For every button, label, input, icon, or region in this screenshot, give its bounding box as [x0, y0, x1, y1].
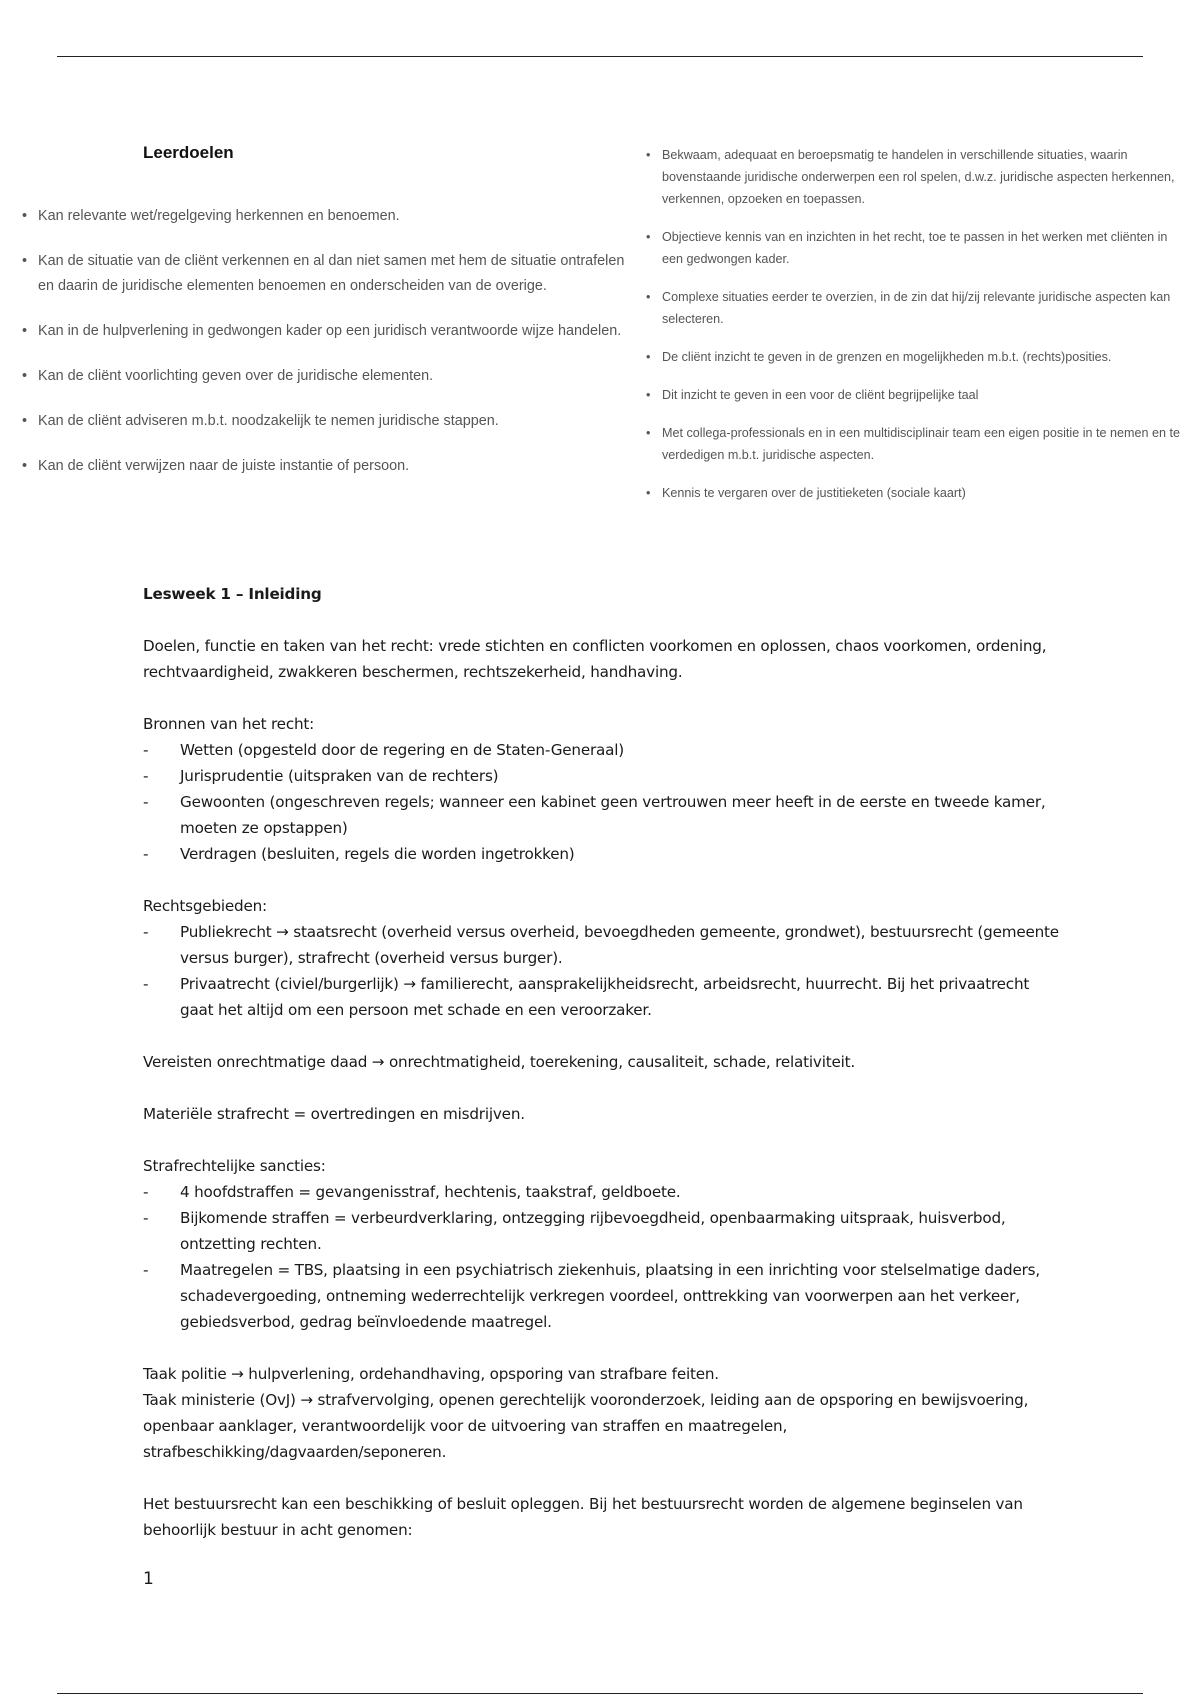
header-rule: [57, 56, 1143, 57]
leerdoelen-right-list: [662, 144, 1182, 520]
list-item: - Publiekrecht → staatsrecht (overheid versus overheid, bevoegdheden gemeente, grondwet), bestuursrecht (gemeente versus burger), strafrecht (overheid versus burger).: [143, 919, 1063, 971]
list-item: • Kennis te vergaren over de justitieketen (sociale kaart): [662, 482, 1182, 504]
list-item: • Kan de situatie van de cliënt verkennen en al dan niet samen met hem de situatie ontrafelen en daarin de juridische elementen benoemen en onderscheiden van de overige.: [38, 249, 638, 299]
document-body: [143, 581, 1063, 1569]
list-item: • De cliënt inzicht te geven in de grenzen en mogelijkheden m.b.t. (rechts)posities.: [662, 346, 1182, 368]
page-number: 1: [143, 1569, 154, 1589]
footer-rule: [57, 1693, 1143, 1694]
list-item: - 4 hoofdstraffen = gevangenisstraf, hechtenis, taakstraf, geldboete.: [143, 1179, 1063, 1205]
list-item: - Wetten (opgesteld door de regering en de Staten-Generaal): [143, 737, 1063, 763]
sancties-list: [143, 1179, 1063, 1335]
rechtsgebieden-list: [143, 919, 1063, 1023]
paragraph-vereisten: Vereisten onrechtmatige daad → onrechtmatigheid, toerekening, causaliteit, schade, relativiteit.: [143, 1053, 856, 1071]
bronnen-label: Bronnen van het recht:: [143, 715, 315, 733]
list-item: • Complexe situaties eerder te overzien, in de zin dat hij/zij relevante juridische aspecten kan selecteren.: [662, 286, 1182, 330]
list-item: • Kan de cliënt verwijzen naar de juiste instantie of persoon.: [38, 454, 638, 479]
list-item: • Kan de cliënt adviseren m.b.t. noodzakelijk te nemen juridische stappen.: [38, 409, 638, 434]
section-heading: Lesweek 1 – Inleiding: [143, 585, 322, 603]
bronnen-list: [143, 737, 1063, 867]
list-item: • Met collega-professionals en in een multidisciplinair team een eigen positie in te nemen en te verdedigen m.b.t. juridische aspecten.: [662, 422, 1182, 466]
list-item: • Dit inzicht te geven in een voor de cliënt begrijpelijke taal: [662, 384, 1182, 406]
paragraph-doelen: Doelen, functie en taken van het recht: vrede stichten en conflicten voorkomen en oplossen, chaos voorkomen, ordening, rechtvaardigheid, zwakkeren beschermen, rechtszekerheid, handhaving.: [143, 637, 1047, 681]
list-item: - Maatregelen = TBS, plaatsing in een psychiatrisch ziekenhuis, plaatsing in een inrichting voor stelselmatige daders, schadevergoeding, ontneming wederrechtelijk verkregen voordeel, onttrekking van voorwerpen aan het verkeer, gebiedsverbod, gedrag beïnvloedende maatregel.: [143, 1257, 1063, 1335]
paragraph-taak-politie: Taak politie → hulpverlening, ordehandhaving, opsporing van strafbare feiten.: [143, 1365, 719, 1383]
list-item: - Verdragen (besluiten, regels die worden ingetrokken): [143, 841, 1063, 867]
list-item: - Privaatrecht (civiel/burgerlijk) → familierecht, aansprakelijkheidsrecht, arbeidsrecht, huurrecht. Bij het privaatrecht gaat het altijd om een persoon met schade en een veroorzaker.: [143, 971, 1063, 1023]
list-item: - Bijkomende straffen = verbeurdverklaring, ontzegging rijbevoegdheid, openbaarmaking uitspraak, huisverbod, ontzetting rechten.: [143, 1205, 1063, 1257]
rechtsgebieden-label: Rechtsgebieden:: [143, 897, 267, 915]
list-item: • Kan de cliënt voorlichting geven over de juridische elementen.: [38, 364, 638, 389]
leerdoelen-left-list: [38, 204, 638, 499]
paragraph-materiele: Materiële strafrecht = overtredingen en misdrijven.: [143, 1105, 525, 1123]
list-item: • Kan in de hulpverlening in gedwongen kader op een juridisch verantwoorde wijze handelen.: [38, 319, 638, 344]
paragraph-taak-ministerie: Taak ministerie (OvJ) → strafvervolging, openen gerechtelijk vooronderzoek, leiding aan de opsporing en bewijsvoering, openbaar aanklager, verantwoordelijk voor de uitvoering van straffen en maatregelen, strafbeschikking/dagvaarden/seponeren.: [143, 1391, 1029, 1461]
sancties-label: Strafrechtelijke sancties:: [143, 1157, 326, 1175]
list-item: - Gewoonten (ongeschreven regels; wanneer een kabinet geen vertrouwen meer heeft in de eerste en tweede kamer, moeten ze opstappen): [143, 789, 1063, 841]
leerdoelen-title: Leerdoelen: [143, 143, 234, 162]
list-item: • Kan relevante wet/regelgeving herkennen en benoemen.: [38, 204, 638, 229]
paragraph-bestuursrecht: Het bestuursrecht kan een beschikking of besluit opleggen. Bij het bestuursrecht worden de algemene beginselen van behoorlijk bestuur in acht genomen:: [143, 1495, 1023, 1539]
list-item: - Jurisprudentie (uitspraken van de rechters): [143, 763, 1063, 789]
list-item: • Bekwaam, adequaat en beroepsmatig te handelen in verschillende situaties, waarin bovenstaande juridische onderwerpen een rol spelen, d.w.z. juridische aspecten herkennen, verkennen, opzoeken en toepassen.: [662, 144, 1182, 210]
list-item: • Objectieve kennis van en inzichten in het recht, toe te passen in het werken met cliënten in een gedwongen kader.: [662, 226, 1182, 270]
